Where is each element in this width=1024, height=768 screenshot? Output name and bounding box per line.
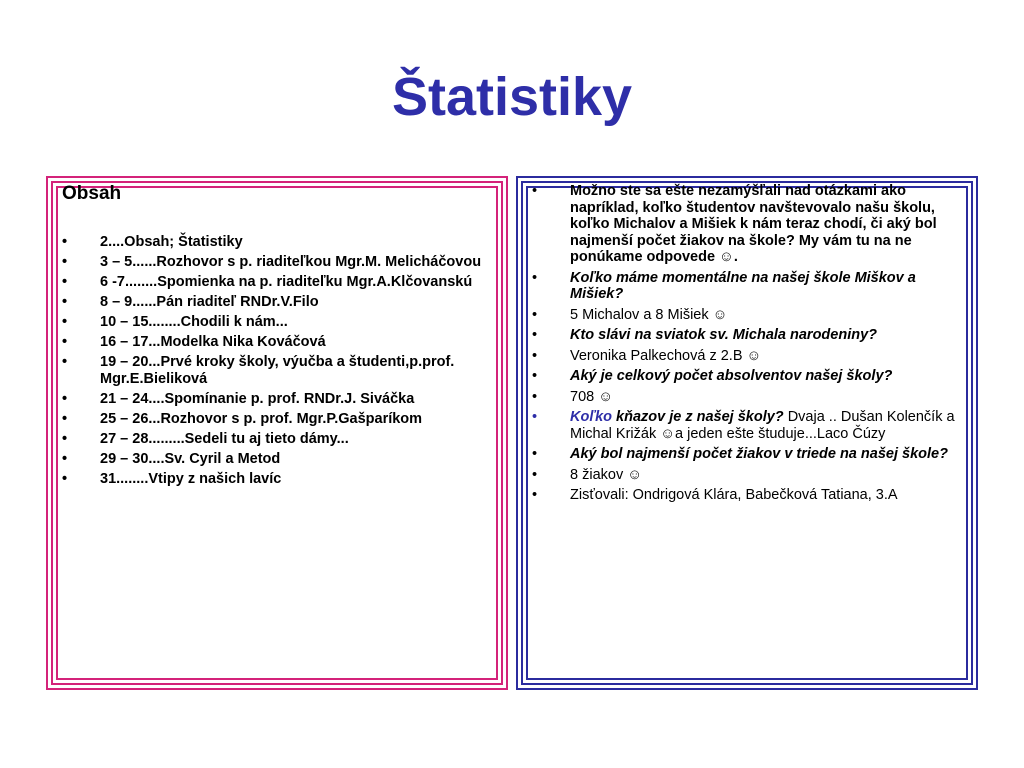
answer-item bbox=[532, 348, 968, 365]
bullet-icon: • bbox=[532, 409, 538, 425]
answer-text: Dvaja .. Dušan Kolenčík a Michal Križák ☺a jeden ešte študuje...Laco Čúzy bbox=[570, 409, 955, 442]
bullet-icon: • bbox=[62, 354, 68, 370]
answer-item bbox=[532, 467, 968, 484]
list-item: • 6 -7........Spomienka na p. riaditeľku Mgr.A.Klčovanskú bbox=[62, 274, 473, 290]
answer-text: 708 ☺ bbox=[570, 388, 614, 405]
answer-text: 5 Michalov a 8 Mišiek ☺ bbox=[570, 306, 728, 323]
question-text: Aký je celkový počet absolventov našej školy? bbox=[570, 368, 893, 384]
bullet-icon: • bbox=[62, 471, 68, 487]
contents-heading: Obsah bbox=[62, 183, 122, 204]
list-item: • 19 – 20...Prvé kroky školy, výučba a študenti,p.prof. Mgr.E.Bieliková bbox=[62, 354, 455, 387]
contents-list bbox=[62, 234, 492, 491]
answer-text: 8 žiakov ☺ bbox=[570, 466, 643, 483]
bullet-icon: • bbox=[532, 269, 538, 286]
list-item: • 2....Obsah; Štatistiky bbox=[62, 234, 243, 250]
list-item: • 31........Vtipy z našich lavíc bbox=[62, 471, 282, 487]
bullet-icon: • bbox=[532, 487, 538, 503]
intro-item bbox=[532, 183, 968, 266]
answer-item bbox=[532, 389, 968, 406]
question-text: Kto slávi na sviatok sv. Michala narodeniny? bbox=[570, 327, 878, 343]
bullet-icon: • bbox=[532, 388, 538, 405]
bullet-icon: • bbox=[62, 254, 68, 270]
list-item: • 10 – 15........Chodili k nám... bbox=[62, 314, 288, 330]
question-keyword: Koľko bbox=[570, 409, 612, 425]
question-item bbox=[532, 270, 968, 303]
answer-text: Veronika Palkechová z 2.B ☺ bbox=[570, 347, 762, 364]
answer-item bbox=[532, 307, 968, 324]
bullet-icon: • bbox=[62, 451, 68, 467]
bullet-icon: • bbox=[532, 306, 538, 323]
list-item: • 8 – 9......Pán riaditeľ RNDr.V.Filo bbox=[62, 294, 319, 310]
bullet-icon: • bbox=[62, 234, 68, 250]
intro-text: Možno ste sa ešte nezamýšľali nad otázkami ako napríklad, koľko študentov navštevovalo našu školu, koľko Michalov a Mišiek k nám teraz chodí, či aký bol najmenší počet žiakov na škole? My vám tu na ne ponúkame odpovede ☺. bbox=[570, 183, 937, 265]
bullet-icon: • bbox=[532, 183, 538, 199]
bullet-icon: • bbox=[532, 347, 538, 364]
credits-item bbox=[532, 487, 968, 504]
list-item: • 21 – 24....Spomínanie p. prof. RNDr.J. Siváčka bbox=[62, 391, 415, 407]
statistics-list bbox=[532, 183, 968, 508]
question-item bbox=[532, 446, 968, 463]
question-text: Aký bol najmenší počet žiakov v triede na našej škole? bbox=[570, 446, 948, 462]
list-item: • 25 – 26...Rozhovor s p. prof. Mgr.P.Gašparíkom bbox=[62, 411, 423, 427]
bullet-icon: • bbox=[532, 466, 538, 483]
bullet-icon: • bbox=[532, 368, 538, 384]
question-item bbox=[532, 327, 968, 344]
page-title: Štatistiky bbox=[391, 67, 633, 127]
list-item: • 27 – 28.........Sedeli tu aj tieto dámy... bbox=[62, 431, 349, 447]
bullet-icon: • bbox=[62, 431, 68, 447]
bullet-icon: • bbox=[62, 294, 68, 310]
bullet-icon: • bbox=[532, 446, 538, 462]
question-answer-item bbox=[532, 409, 968, 442]
bullet-icon: • bbox=[62, 334, 68, 350]
bullet-icon: • bbox=[62, 314, 68, 330]
question-text: Koľko máme momentálne na našej škole Miškov a Mišiek? bbox=[570, 269, 916, 302]
list-item: • 16 – 17...Modelka Nika Kováčová bbox=[62, 334, 326, 350]
question-text: kňazov je z našej školy? bbox=[612, 409, 784, 425]
bullet-icon: • bbox=[62, 391, 68, 407]
question-item bbox=[532, 368, 968, 385]
bullet-icon: • bbox=[62, 411, 68, 427]
bullet-icon: • bbox=[532, 327, 538, 343]
credits-text: Zisťovali: Ondrigová Klára, Babečková Tatiana, 3.A bbox=[570, 487, 898, 503]
bullet-icon: • bbox=[62, 274, 68, 290]
list-item: • 3 – 5......Rozhovor s p. riaditeľkou Mgr.M. Melicháčovou bbox=[62, 254, 482, 270]
list-item: • 29 – 30....Sv. Cyril a Metod bbox=[62, 451, 281, 467]
